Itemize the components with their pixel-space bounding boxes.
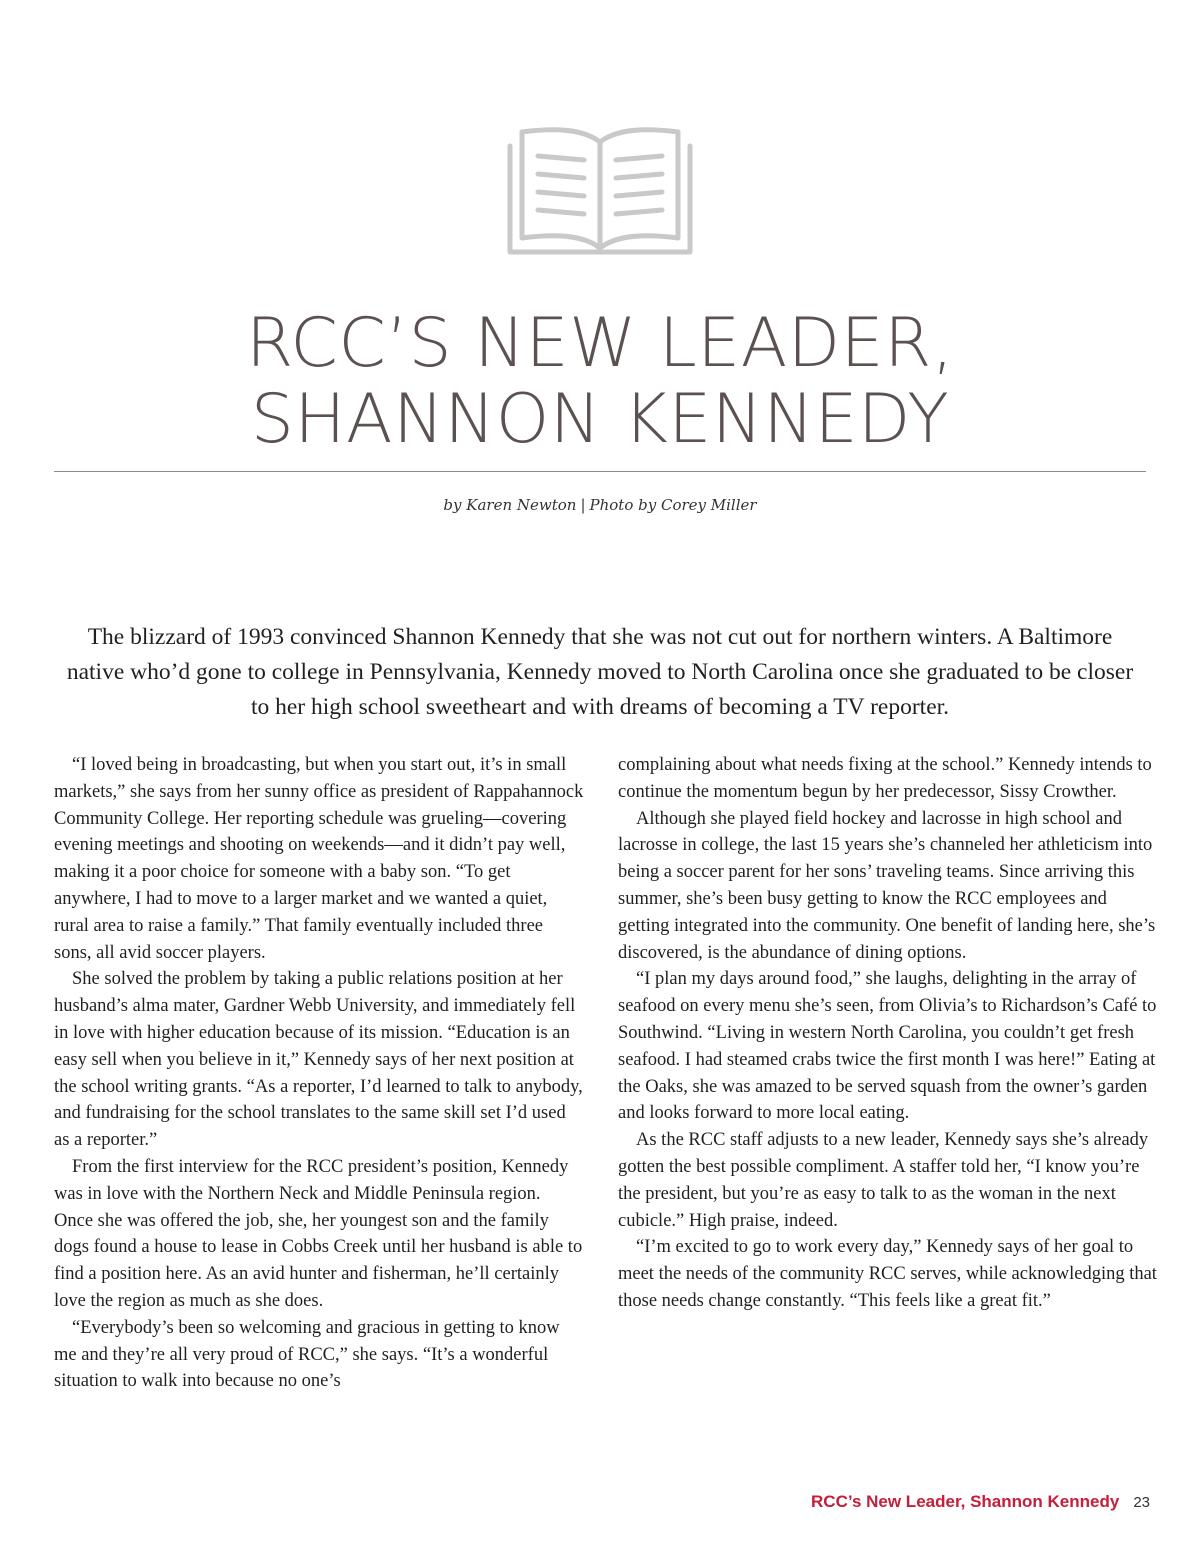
title-divider — [54, 471, 1146, 472]
right-paragraph-2: Although she played field hockey and lacrosse in high school and lacrosse in college, the last 15 years she’s channeled her athleticism into being a soccer parent for her sons’ traveling teams. Since arriving this summer, she’s been busy getting to know the RCC employees and getting integrated into the community. One benefit of landing here, she’s discovered, is the abundance of dining options. — [618, 808, 1156, 963]
byline-photo-credit: Photo by Corey Miller — [589, 496, 757, 514]
article-column-right — [618, 752, 1158, 1315]
page-footer — [811, 1492, 1150, 1512]
page-number: 23 — [1133, 1494, 1150, 1511]
footer-title: RCC’s New Leader, Shannon Kennedy — [811, 1492, 1120, 1511]
byline-separator: | — [580, 496, 586, 514]
left-paragraph-2: She solved the problem by taking a public relations position at her husband’s alma mater, Gardner Webb University, and immediately fell in love with higher education because of its mission. “Education is an easy sell when you believe in it,” Kennedy says of her next position at the school writing grants. “As a reporter, I’d learned to talk to anybody, and fundraising for the school translates to the same skill set I’d used as a reporter.” — [54, 969, 583, 1151]
right-paragraph-4: As the RCC staff adjusts to a new leader, Kennedy says she’s already gotten the best possible compliment. A staffer told her, “I know you’re the president, but you’re as easy to talk to as the woman in the next cubicle.” High praise, indeed. — [618, 1130, 1149, 1231]
lead-paragraph: The blizzard of 1993 convinced Shannon Kennedy that she was not cut out for northern winters. A Baltimore native who’d gone to college in Pennsylvania, Kennedy moved to North Carolina once she graduated to be closer to her high school sweetheart and with dreams of becoming a TV reporter. — [66, 624, 1134, 720]
right-paragraph-3: “I plan my days around food,” she laughs, delighting in the array of seafood on every menu she’s seen, from Olivia’s to Richardson’s Café to Southwind. “Living in western North Carolina, you couldn’t get fresh seafood. I had steamed crabs twice the first month I was here!” Eating at the Oaks, she was amazed to be served squash from the owner’s garden and looks forward to more local eating. — [618, 969, 1157, 1124]
title-line-1: RCC’S NEW LEADER, — [246, 304, 954, 383]
page-title — [0, 306, 1200, 458]
left-paragraph-3: From the first interview for the RCC president’s position, Kennedy was in love with the Northern Neck and Middle Peninsula region. Once she was offered the job, she, her youngest son and the family dogs found a house to lease in Cobbs Creek until her husband is able to find a position here. As an avid hunter and fisherman, he’ll certainly love the region as much as she does. — [54, 1156, 583, 1311]
right-paragraph-5: “I’m excited to go to work every day,” Kennedy says of her goal to meet the needs of the community RCC serves, while acknowledging that those needs change constantly. “This feels like a great fit.” — [618, 1237, 1157, 1311]
byline — [0, 496, 1200, 514]
article-column-left — [54, 752, 584, 1395]
open-book-icon — [502, 120, 698, 258]
title-line-2: SHANNON KENNEDY — [250, 380, 950, 459]
left-paragraph-1: “I loved being in broadcasting, but when you start out, it’s in small markets,” she says from her sunny office as president of Rappahannock Community College. Her reporting schedule was grueling—covering evening meetings and shooting on weekends—and it didn’t pay well, making it a poor choice for someone with a baby son. “To get anywhere, I had to move to a larger market and we wanted a quiet, rural area to raise a family.” That family eventually included three sons, all avid soccer players. — [54, 755, 584, 963]
left-paragraph-4: “Everybody’s been so welcoming and gracious in getting to know me and they’re all very proud of RCC,” she says. “It’s a wonderful situation to walk into because no one’s — [54, 1317, 560, 1392]
byline-author: by Karen Newton — [443, 496, 577, 514]
right-paragraph-1: complaining about what needs fixing at the school.” Kennedy intends to continue the momentum begun by her predecessor, Sissy Crowther. — [618, 755, 1152, 802]
